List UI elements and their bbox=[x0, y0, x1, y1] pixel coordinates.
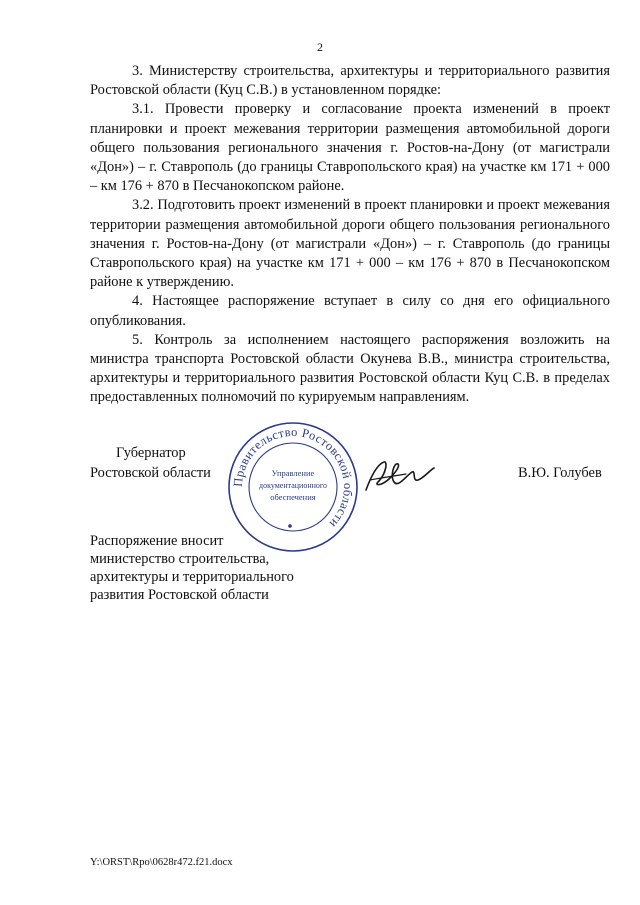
signature-block bbox=[0, 420, 640, 540]
signer-title-line-2: Ростовской области bbox=[90, 465, 211, 481]
submitter-line-3: архитектуры и территориального bbox=[90, 569, 294, 585]
paragraph-3-1: 3.1. Провести проверку и согласование проекта изменений в проект планировки и проект межевания территории размещения автомобильной дороги общего пользования регионального значения г. Ростов-на-Дону (от магистрали «Дон») – г. Ставрополь (до границы Ставропольского края) на участке км 171 + 000 – км 176 + 870 в Песчанокопском районе. bbox=[90, 101, 610, 195]
signature-scribble bbox=[360, 452, 440, 502]
paragraph-3: 3. Министерству строительства, архитектуры и территориального развития Ростовской области (Куц С.В.) в установленном порядке: bbox=[90, 63, 610, 99]
signer-name: В.Ю. Голубев bbox=[518, 465, 602, 481]
submitter-note bbox=[90, 532, 390, 604]
submitter-line-2: министерство строительства, bbox=[90, 551, 270, 567]
signer-title bbox=[90, 443, 230, 483]
stamp-inner-line-3: обеспечения bbox=[270, 492, 316, 502]
footer-file-path: Y:\ORST\Rpo\0628r472.f21.docx bbox=[90, 857, 233, 868]
stamp-inner-line-2: документационного bbox=[259, 481, 327, 490]
paragraph-5: 5. Контроль за исполнением настоящего распоряжения возложить на министра транспорта Ростовской области Окунева В.В., министра строительства, архитектуры и территориального развития Ростовской области Куц С.В. в пределах предоставленных полномочий по курируемым направлениям. bbox=[90, 331, 610, 406]
stamp-dot bbox=[288, 524, 292, 528]
paragraph-3-2: 3.2. Подготовить проект изменений в проект планировки и проект межевания территории размещения автомобильной дороги общего пользования регионального значения г. Ростов-на-Дону (от магистрали «Дон») – г. Ставрополь (до границы Ставропольского края) на участке км 171 + 000 – км 176 + 870 в Песчанокопском районе к утверждению. bbox=[90, 197, 610, 291]
submitter-line-4: развития Ростовской области bbox=[90, 587, 269, 603]
paragraph-4: 4. Настоящее распоряжение вступает в силу со дня его официального опубликования. bbox=[90, 293, 610, 329]
signer-title-line-1: Губернатор bbox=[116, 445, 186, 461]
stamp-inner-line-1: Управление bbox=[271, 468, 315, 478]
stamp-ring-text: Правительство Ростовской области bbox=[230, 424, 356, 531]
document-body bbox=[90, 62, 610, 408]
page-number: 2 bbox=[317, 40, 323, 54]
submitter-line-1: Распоряжение вносит bbox=[90, 533, 224, 549]
